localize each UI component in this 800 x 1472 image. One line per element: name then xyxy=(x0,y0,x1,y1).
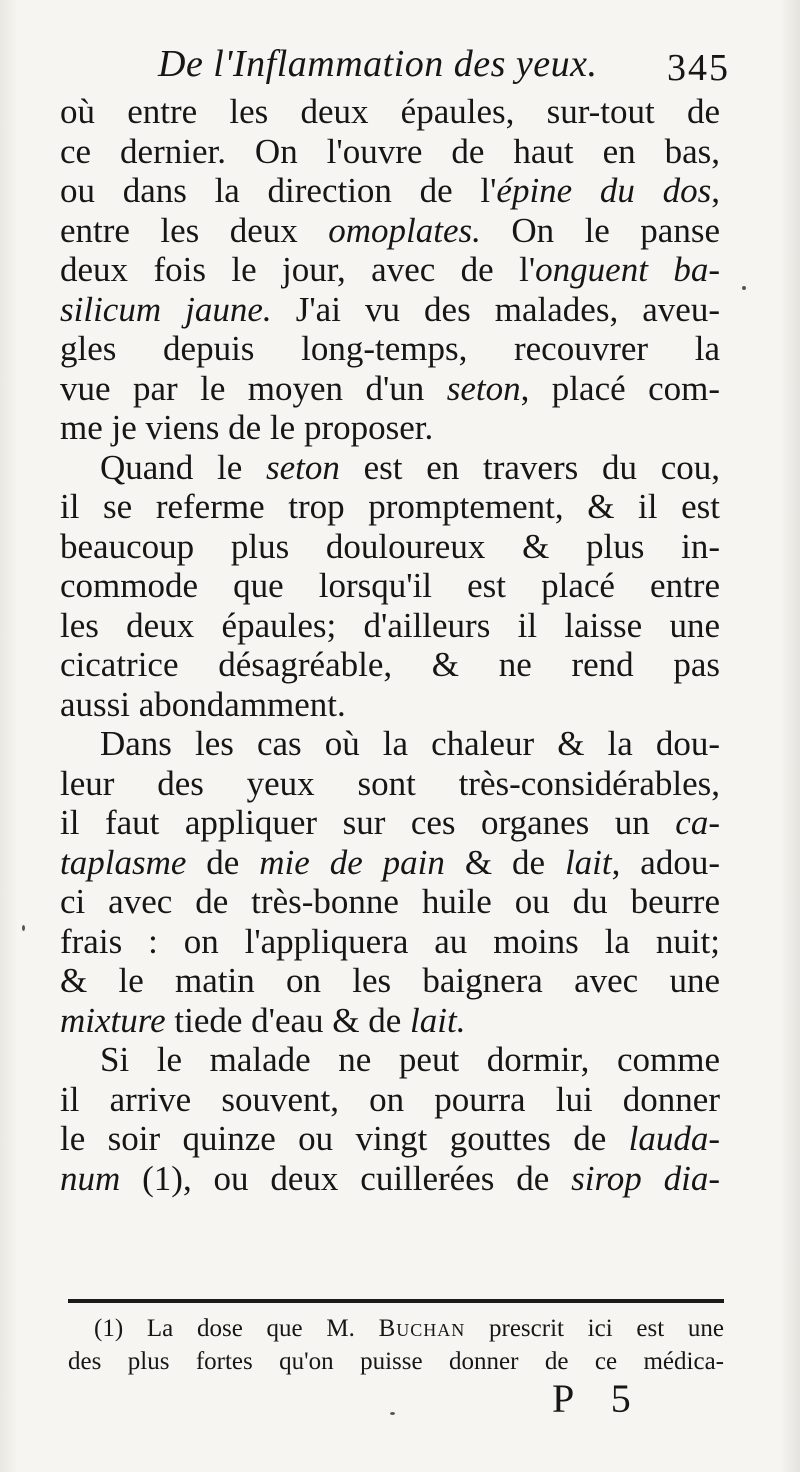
page-number: 345 xyxy=(667,47,730,89)
text-line: beaucoup plus douloureux & plus in- xyxy=(60,526,720,566)
ink-speck-decoration xyxy=(22,925,25,931)
text-line xyxy=(60,1119,720,1159)
italic-segment: onguent ba- xyxy=(535,250,720,289)
paragraph xyxy=(60,724,720,1040)
text-segment: On le panse xyxy=(480,210,720,250)
running-title: De l'Inflammation des yeux. xyxy=(158,43,598,85)
text-line: aussi abondamment. xyxy=(60,684,346,724)
text-segment: Quand le xyxy=(100,447,267,487)
italic-segment: lait xyxy=(564,842,612,882)
text-segment: entre les deux xyxy=(60,210,329,250)
text-line xyxy=(60,211,720,251)
text-segment: prescrit ici est une xyxy=(465,1315,724,1342)
italic-segment: seton xyxy=(446,368,521,408)
ink-speck-decoration xyxy=(742,286,746,290)
italic-segment: lauda- xyxy=(628,1119,720,1158)
page-header xyxy=(60,40,730,98)
italic-segment: ca- xyxy=(675,803,720,842)
italic-segment: mie de pain xyxy=(259,842,445,882)
text-segment: le soir quinze ou vingt gouttes de xyxy=(60,1119,629,1158)
footnote-separator-rule xyxy=(68,1299,724,1303)
text-segment: deux fois le jour, avec de l' xyxy=(60,250,536,289)
footnote-line: des plus fortes qu'on puisse donner de ce médica- xyxy=(68,1348,724,1375)
text-line xyxy=(60,369,720,409)
text-line xyxy=(60,803,720,843)
body-text xyxy=(60,92,720,1198)
text-line: leur des yeux sont très-considérables, xyxy=(60,763,720,803)
text-line: il se referme trop promptement, & il est xyxy=(60,487,720,526)
text-segment: , xyxy=(711,171,720,210)
italic-segment: taplasme xyxy=(60,842,187,882)
text-line: ce dernier. On l'ouvre de haut en bas, xyxy=(60,131,720,171)
text-line: les deux épaules; d'ailleurs il laisse une xyxy=(60,605,720,645)
text-line: gles depuis long-temps, recouvrer la xyxy=(60,329,720,368)
text-segment: , placé com- xyxy=(520,368,720,408)
smallcaps-segment: Buchan xyxy=(378,1315,466,1342)
text-segment: , adou- xyxy=(611,842,720,882)
text-segment: il faut appliquer sur ces organes un xyxy=(60,803,676,842)
text-segment: vue par le moyen d'un xyxy=(60,368,447,408)
italic-segment: mixture xyxy=(60,1000,166,1040)
text-segment: J'ai vu des malades, aveu- xyxy=(271,289,720,329)
text-line xyxy=(60,448,720,488)
italic-segment: omoplates. xyxy=(328,210,481,250)
text-segment: & de xyxy=(444,842,565,882)
text-segment: est en travers du cou, xyxy=(339,447,720,487)
text-line: & le matin on les baignera avec une xyxy=(60,961,720,1000)
paragraph xyxy=(60,1040,720,1198)
paragraph xyxy=(60,448,720,725)
signature-mark: P 5 xyxy=(552,1376,645,1421)
text-line xyxy=(60,290,720,330)
text-segment: (1), ou deux cuillerées de xyxy=(120,1158,572,1198)
text-line xyxy=(60,250,720,290)
text-segment: tiede d'eau & de xyxy=(165,1000,411,1040)
text-line xyxy=(60,171,720,211)
text-line: commode que lorsqu'il est placé entre xyxy=(60,566,720,605)
italic-segment: sirop dia- xyxy=(571,1158,720,1198)
text-segment: ou dans la direction de l' xyxy=(60,171,497,210)
italic-segment: num xyxy=(60,1158,121,1198)
text-line: cicatrice désagréable, & ne rend pas xyxy=(60,645,720,684)
ink-speck-decoration xyxy=(390,1412,395,1415)
italic-segment: épine du dos xyxy=(496,171,712,210)
text-line: me je viens de le proposer. xyxy=(60,408,434,447)
text-segment: (1) La dose que M. xyxy=(94,1315,379,1342)
text-line xyxy=(60,843,720,883)
text-line: ci avec de très-bonne huile ou du beurre xyxy=(60,882,720,921)
text-line: il arrive souvent, on pourra lui donner xyxy=(60,1079,720,1119)
paragraph xyxy=(60,92,720,448)
text-line: où entre les deux épaules, sur-tout de xyxy=(60,92,720,131)
text-line: Si le malade ne peut dormir, comme xyxy=(100,1040,720,1079)
footnote xyxy=(68,1312,724,1378)
italic-segment: lait. xyxy=(410,1000,466,1040)
text-line: frais : on l'appliquera au moins la nuit; xyxy=(60,921,720,961)
text-segment: de xyxy=(186,842,260,882)
italic-segment: silicum jaune. xyxy=(60,289,272,329)
italic-segment: seton xyxy=(266,447,340,487)
text-line xyxy=(60,1001,720,1041)
footnote-line xyxy=(68,1312,724,1345)
text-line xyxy=(60,1159,720,1199)
text-line: Dans les cas où la chaleur & la dou- xyxy=(100,724,720,763)
